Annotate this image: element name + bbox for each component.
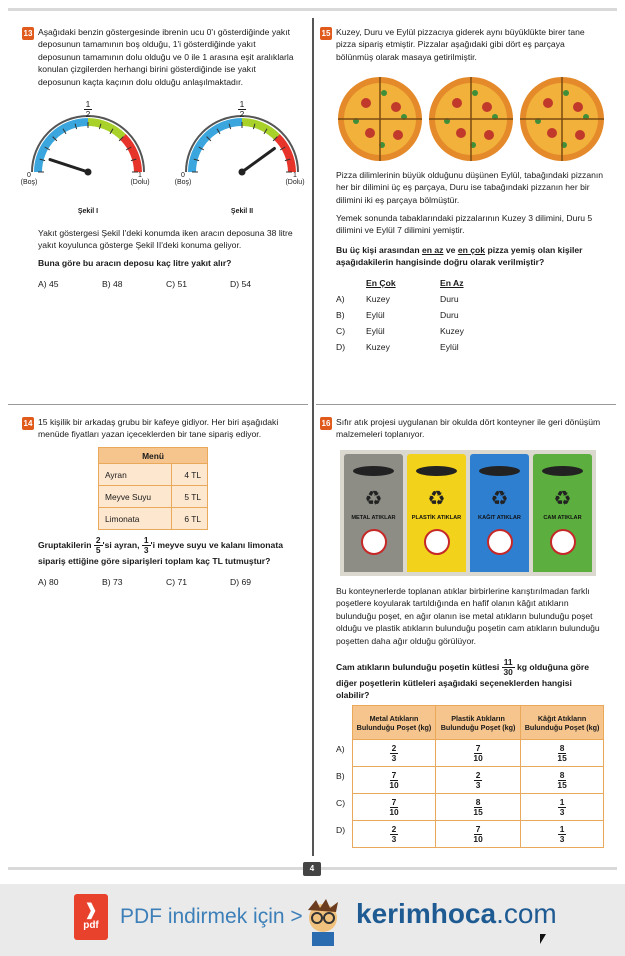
option-c[interactable]: C) 71	[166, 577, 188, 587]
pizza-1	[338, 77, 422, 161]
answer-cell: $\frac{7}{10}$	[353, 794, 436, 821]
column-divider	[312, 18, 314, 856]
worksheet-page: 13 Aşağıdaki benzin göstergesinde ibrenin ucu 0'ı gösterdiğinde yakıt deposunun tamamının boş olduğu, 1'i gösterdiğinde yakıt deposunun tamamının dolu olduğu ve 0 ile 1 arasına eşit aralıklarla konulan çizgilerden herhangi birini gösterdiğinde ise yakıt deposunun kaçta kaçının dolu olduğu anlaşılmaktadır. $\frac{1}{2}$ $\frac{1}{2}$ 0 (Boş) 1 (Dolu) 0 (Boş) 1 (Dolu) Şekil I Şekil II Yakıt göstergesi Şekil I'deki konumda iken aracın deposuna 38 litre yakıt koyulunca gösterge Şekil II'deki konuma geliyor. Buna göre bu aracın deposu kaç litre yakıt alır? A) 45 B) 48 C) 51 D) 54 14 15 kişilik bir arkadaş grubu bir kafeye gidiyor. Her biri aşağıdaki menüde fiyatları yazan içeceklerden bir tane sipariş ediyor. Menü Ayran 4 TL Meyve Suyu 5 TL Limonata 6 TL Gruptakilerin $\frac{2}{5}$ 'si ayran, $\frac{1}{3}$ 'i meyve suyu ve kalanı limonata sipariş ettiğine göre siparişleri toplam kaç TL tutmuştur? A) 80 B) 73 C) 71 D) 69 15 Kuzey, Duru ve Eylül pizzacıya giderek aynı büyüklükte birer tane pizza sipariş etmiştir. Pizzalar aşağıdaki gibi dört eş parçaya bölünmüş olarak masaya getirilmiştir. Pizza dilimlerinin büyük olduğunu düşünen Eylül, tabağındaki pizzanın her bir dilimini üç eş parçaya, Duru ise tabağındaki pizzanın her bir dilimini iki eş parçaya bölmüştür. Yemek sonunda tabaklarındaki pizzalarının Kuzey 3 dilimini, Duru 5 dilimini ve Eylül 7 dilimini yemiştir. Bu üç kişi arasından en az ve en çok pizza yemiş olan kişiler aşağıdakilerin hangisinde doğru olarak verilmiştir? En Çok En Az A) Kuzey Duru B) Eylül Duru C) Eylül Kuzey D) Kuzey Eylül 16 Sıfır atık projesi uygulanan bir okulda dört konteyner ile geri dönüşüm malzemeleri toplanıyor. ♻ METAL ATIKLAR ♻ PLASTİK ATIKLAR ♻ KAĞIT ATIKLAR ♻ CAM ATIKLAR Bu konteynerlerde toplanan atıklar birbirlerine karıştırılmadan farklı poşetlere koyularak tartıldığında en hafif olanın kâğıt atıkların bulunduğu poşet, en ağır olanın ise metal atıkların bulunduğu poşet olduğu ve plastik atıkların bulunduğu poşetin cam atıkların bulunduğu poşetten daha ağır olduğu görülüyor. Cam atıkların bulunduğu poşetin kütlesi $\frac{11}{30}$ kg olduğuna göre diğer poşetlerin kütleleri aşağıdaki seçeneklerden hangisi olabilir? Metal Atıkların Bulunduğu Poşet (kg) Plastik Atıkların Bulunduğu Poşet (kg) Kâğıt Atıkların Bulunduğu Poşet (kg) $\frac{2}{3}$ $\frac{7}{10}$ $\frac{8}{15}$ $\frac{7}{10}$ $\frac{2}{3}$ $\frac{8}{15}$ $\frac{7}{10}$ $\frac{8}{15}$ $\frac{1}{3}$ $\frac{2}{3}$ $\frac{7}{10}$ $\frac{1}{3}$ A) B) C) D) 4	[0, 0, 625, 884]
answer-cell: $\frac{8}{15}$	[521, 767, 604, 794]
q16-intro: Sıfır atık projesi uygulanan bir okulda dört konteyner ile geri dönüşüm malzemeleri toplanıyor.	[336, 417, 601, 440]
answer-row[interactable]	[353, 767, 604, 794]
answer-cell: $\frac{7}{10}$	[353, 767, 436, 794]
row-divider-right	[316, 404, 616, 405]
answer-cell: $\frac{1}{3}$	[521, 821, 604, 848]
recycle-icon: ♻	[553, 488, 572, 510]
needle-gauge-1	[50, 160, 88, 172]
mascot-icon	[298, 896, 348, 946]
answer-cell: $\frac{8}{15}$	[435, 794, 520, 821]
pizza-2	[429, 77, 513, 161]
q15-question: Bu üç kişi arasından en az ve en çok pizza yemiş olan kişiler aşağıdakilerin hangisinde doğru olarak verilmiştir?	[336, 245, 583, 268]
fuel-gauges	[14, 96, 304, 222]
gauge2-one-label: 1 (Dolu)	[285, 172, 305, 186]
bin-label: KAĞIT ATIKLAR	[478, 515, 521, 521]
ministry-seal-icon	[550, 529, 576, 555]
menu-title: Menü	[99, 448, 208, 464]
promo-footer[interactable]	[0, 884, 625, 956]
answer-option-label[interactable]: D)	[336, 825, 346, 835]
recycling-bin	[344, 454, 403, 572]
cursor-icon	[540, 934, 546, 944]
q16-question: Cam atıkların bulunduğu poşetin kütlesi $\frac{11}{30}$ kg olduğuna göre diğer poşetlerin kütleleri aşağıdaki seçeneklerden hangisi olabilir?	[336, 657, 590, 701]
recycling-bins	[340, 450, 596, 576]
pizza-3	[520, 77, 604, 161]
answer-cell: $\frac{7}{10}$	[435, 740, 520, 767]
answer-cell: $\frac{2}{3}$	[353, 740, 436, 767]
q14-question: Gruptakilerin $\frac{2}{5}$ 'si ayran, $\frac{1}{3}$ 'i meyve suyu ve kalanı limonata sipariş ettiğine göre siparişleri toplam kaç TL tutmuştur?	[38, 535, 283, 566]
option-d[interactable]: D) 54	[230, 279, 252, 289]
option-b[interactable]: B) 73	[102, 577, 123, 587]
q13-options	[38, 279, 294, 289]
needle-gauge-2	[242, 149, 274, 173]
recycle-icon: ♻	[364, 488, 383, 510]
gauge-2	[186, 116, 298, 176]
recycling-bin	[407, 454, 466, 572]
answer-cell: $\frac{1}{3}$	[521, 794, 604, 821]
answer-row[interactable]	[353, 794, 604, 821]
answer-option-label[interactable]: C)	[336, 798, 346, 808]
question-number-13: 13	[23, 29, 33, 38]
ministry-seal-icon	[424, 529, 450, 555]
recycling-bin	[470, 454, 529, 572]
header-plastic: Plastik Atıkların Bulunduğu Poşet (kg)	[435, 706, 520, 740]
recycling-bin	[533, 454, 592, 572]
answer-option-label[interactable]: A)	[336, 744, 345, 754]
answer-cell: $\frac{2}{3}$	[435, 767, 520, 794]
q14-options	[38, 577, 294, 587]
q14-intro: 15 kişilik bir arkadaş grubu bir kafeye gidiyor. Her biri aşağıdaki menüde fiyatları yazan içeceklerden bir tane sipariş ediyor.	[38, 417, 279, 440]
gauge-1	[32, 116, 144, 176]
brand-logo[interactable]: kerimhoca.com	[356, 898, 557, 929]
header-metal: Metal Atıkların Bulunduğu Poşet (kg)	[353, 706, 436, 740]
q15-intro: Kuzey, Duru ve Eylül pizzacıya giderek aynı büyüklükte birer tane pizza sipariş etmiştir. Pizzalar aşağıdaki gibi dört eş parçaya bölünmüş olarak masaya getirilmiştir.	[336, 27, 585, 62]
gauge1-zero-label: 0 (Boş)	[20, 172, 38, 186]
q15-paragraph-2: Pizza dilimlerinin büyük olduğunu düşünen Eylül, tabağındaki pizzanın her bir dilimini üç eş parçaya, Duru ise tabağındaki pizzanın her bir dilimini iki eş parçaya bölmüştür.	[336, 170, 604, 205]
recycle-icon: ♻	[427, 488, 446, 510]
option-d[interactable]: D) 69	[230, 577, 252, 587]
q15-paragraph-3: Yemek sonunda tabaklarındaki pizzalarının Kuzey 3 dilimini, Duru 5 dilimini ve Eylül 7 dilimini yemiştir.	[336, 213, 593, 236]
pizzas-illustration	[336, 76, 606, 162]
q13-body: Yakıt göstergesi Şekil I'deki konumda iken aracın deposuna 38 litre yakıt koyulunca gösterge Şekil II'deki konuma geliyor.	[38, 228, 293, 251]
gauge2-half-label: $\frac{1}{2}$	[239, 99, 245, 119]
menu-row: Meyve Suyu 5 TL	[99, 486, 208, 508]
gauge2-zero-label: 0 (Boş)	[174, 172, 192, 186]
bin-label: CAM ATIKLAR	[543, 515, 582, 521]
q13-question: Buna göre bu aracın deposu kaç litre yakıt alır?	[38, 258, 232, 268]
row-divider-left	[8, 404, 308, 405]
col-most-header: En Çok	[366, 278, 396, 288]
answer-row[interactable]	[353, 740, 604, 767]
answer-row[interactable]	[353, 821, 604, 848]
header-paper: Kâğıt Atıkların Bulunduğu Poşet (kg)	[521, 706, 604, 740]
gauge1-one-label: 1 (Dolu)	[130, 172, 150, 186]
menu-row: Ayran 4 TL	[99, 464, 208, 486]
answer-option-label[interactable]: B)	[336, 771, 345, 781]
question-number-14: 14	[23, 419, 33, 428]
bin-label: PLASTİK ATIKLAR	[411, 515, 462, 521]
option-a[interactable]: A) 80	[38, 577, 59, 587]
answer-cell: $\frac{8}{15}$	[521, 740, 604, 767]
ministry-seal-icon	[361, 529, 387, 555]
figure-2-caption: Şekil II	[230, 208, 254, 215]
q16-body: Bu konteynerlerde toplanan atıklar birbirlerine karıştırılmadan farklı poşetlere koyularak tartıldığında en hafif olanın kâğıt atıkların bulunduğu poşet, en ağır olanın ise metal atıkların bulunduğu poşet olduğu ve plastik atıkların bulunduğu poşetin cam atıkların bulunduğu poşetten daha ağır olduğu görülüyor.	[336, 586, 600, 646]
q13-intro: Aşağıdaki benzin göstergesinde ibrenin ucu 0'ı gösterdiğinde yakıt deposunun tamamının boş olduğu, 1'i gösterdiğinde yakıt deposunun tamamının dolu olduğu ve 0 ile 1 arasına eşit aralıklarla konulan çizgilerden herhangi birini gösterdiğinde ise yakıt deposunun kaçta kaçının dolu olduğu anlaşılmaktadır.	[38, 27, 294, 87]
ministry-seal-icon	[487, 529, 513, 555]
page-number: 4	[303, 862, 321, 876]
menu-table	[98, 447, 208, 530]
top-border	[8, 8, 617, 18]
gauge1-half-label: $\frac{1}{2}$	[85, 99, 91, 119]
option-c[interactable]: C) 51	[166, 279, 188, 289]
option-a[interactable]: A) 45	[38, 279, 59, 289]
recycle-icon: ♻	[490, 488, 509, 510]
q16-answer-table	[352, 705, 604, 848]
menu-row: Limonata 6 TL	[99, 508, 208, 530]
col-least-header: En Az	[440, 278, 464, 288]
option-b[interactable]: B) 48	[102, 279, 123, 289]
bin-label: METAL ATIKLAR	[351, 515, 396, 521]
download-cta[interactable]: PDF indirmek için >	[120, 905, 303, 928]
answer-cell: $\frac{2}{3}$	[353, 821, 436, 848]
pdf-file-icon: ❱ pdf	[74, 894, 108, 940]
question-number-15: 15	[321, 29, 331, 38]
figure-1-caption: Şekil I	[77, 208, 99, 215]
answer-cell: $\frac{7}{10}$	[435, 821, 520, 848]
question-number-16: 16	[321, 419, 331, 428]
